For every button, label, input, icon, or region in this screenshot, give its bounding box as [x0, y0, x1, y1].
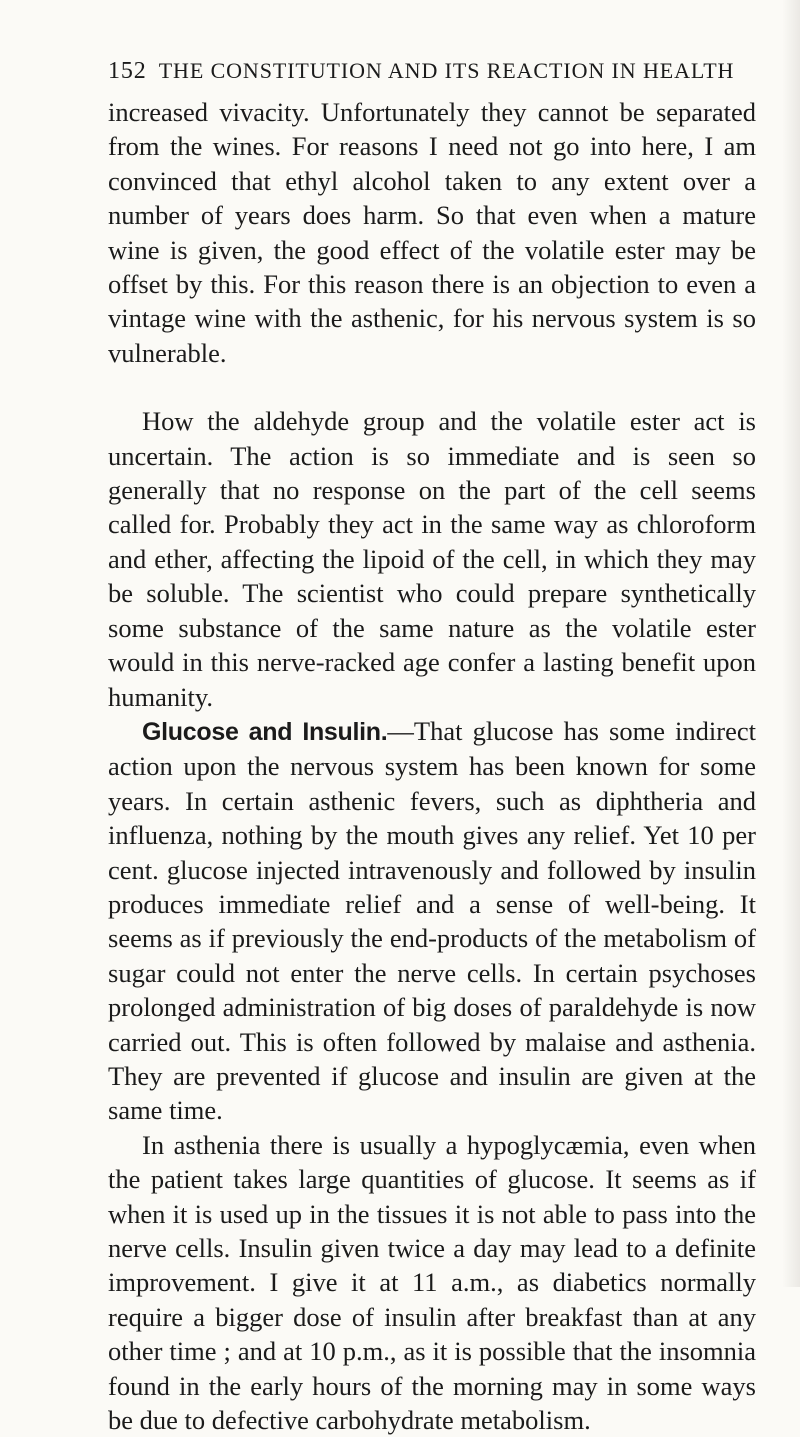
paragraph-aldehyde: How the aldehyde group and the volatile ester act is uncertain. The action is so immediate and is seen so generally that no response on the part of the cell seems called for. Probably they act in the same way as chloroform and ether, affecting the lipoid of the cell, in which they may be soluble. The scientist who could prepare synthetically some substance of the same nature as the volatile ester would in this nerve-racked age confer a lasting benefit upon humanity.	[108, 406, 756, 712]
paragraph-continued: increased vivacity. Unfortunately they cannot be separated from the wines. For reasons I need not go into here, I am convinced that ethyl alcohol taken to any extent over a number of years does harm. So that even when a mature wine is given, the good effect of the volatile ester may be offset by this. For this reason there is an objection to even a vintage wine with the asthenic, for his nervous system is so vulnerable.	[108, 97, 756, 368]
section-heading: Glucose and Insulin.	[142, 717, 388, 746]
running-header	[108, 58, 735, 92]
running-title: THE CONSTITUTION AND ITS REACTION IN HEALTH	[158, 58, 735, 83]
paragraph-hypoglycaemia: In asthenia there is usually a hypoglycæmia, even when the patient takes large quantities of glucose. It seems as if when it is used up in the tissues it is not able to pass into the nerve cells. Insulin given twice a day may lead to a definite improvement. I give it at 11 a.m., as diabetics normally require a bigger dose of insulin after breakfast than at any other time ; and at 10 p.m., as it is possible that the insomnia found in the early hours of the morning may in some ways be due to defective carbohydrate metabolism.	[108, 1129, 756, 1436]
page-number: 152	[108, 58, 147, 84]
paragraph-glucose-text: —That glucose has some indirect action upon the nervous system has been known for some years. In certain asthenic fevers, such as diphtheria and influenza, nothing by the mouth gives any relief. Yet 10 per cent. glucose injected intravenously and followed by insulin produces immediate relief and a sense of well-being. It seems as if previously the end-products of the metabolism of sugar could not enter the nerve cells. In certain psychoses prolonged administration of big doses of paraldehyde is now carried out. This is often followed by malaise and asthenia. They are prevented if glucose and insulin are given at the same time.	[108, 715, 756, 1126]
body-text	[108, 95, 756, 1437]
paragraph-glucose-insulin	[108, 714, 756, 1128]
